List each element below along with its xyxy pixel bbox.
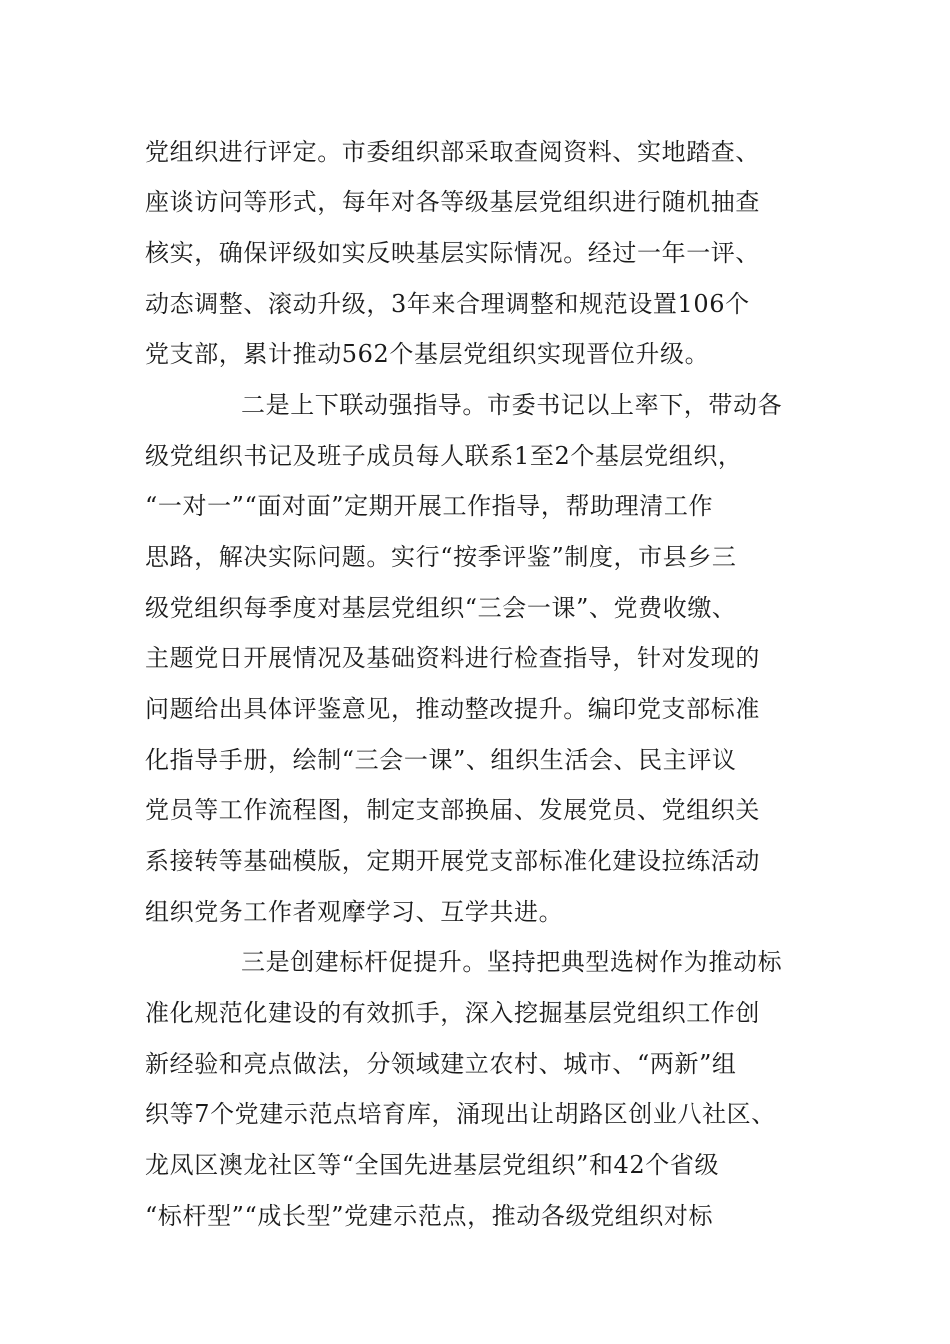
text-line-9: 思路，解决实际问题。实行“按季评鉴”制度，市县乡三: [145, 543, 737, 571]
text-line-16: 组织党务工作者观摩学习、互学共进。: [145, 898, 564, 926]
text-line-18: 准化规范化建设的有效抓手，深入挖掘基层党组织工作创: [145, 999, 760, 1027]
paragraph-3-heading-line: 三是创建标杆促提升。坚持把典型选树作为推动标: [241, 948, 783, 976]
text-line-12: 问题给出具体评鉴意见，推动整改提升。编印党支部标准: [145, 695, 760, 723]
text-line-20: 织等7个党建示范点培育库，涌现出让胡路区创业八社区、: [145, 1100, 776, 1128]
text-line-21: 龙凤区澳龙社区等“全国先进基层党组织”和42个省级: [145, 1151, 720, 1179]
text-line-4: 动态调整、滚动升级，3年来合理调整和规范设置106个: [145, 290, 750, 318]
text-line-10: 级党组织每季度对基层党组织“三会一课”、党费收缴、: [145, 594, 737, 622]
text-line-14: 党员等工作流程图，制定支部换届、发展党员、党组织关: [145, 796, 760, 824]
text-line-22: “标杆型”“成长型”党建示范点，推动各级党组织对标: [145, 1202, 714, 1230]
paragraph-2-heading-line: 二是上下联动强指导。市委书记以上率下，带动各: [241, 391, 783, 419]
text-line-7: 级党组织书记及班子成员每人联系1至2个基层党组织，: [145, 442, 743, 470]
text-line-1: 党组织进行评定。市委组织部采取查阅资料、实地踏查、: [145, 138, 760, 166]
text-line-8: “一对一”“面对面”定期开展工作指导，帮助理清工作: [145, 492, 714, 520]
text-line-13: 化指导手册，绘制“三会一课”、组织生活会、民主评议: [145, 746, 737, 774]
text-line-11: 主题党日开展情况及基础资料进行检查指导，针对发现的: [145, 644, 760, 672]
text-line-3: 核实，确保评级如实反映基层实际情况。经过一年一评、: [145, 239, 760, 267]
text-line-15: 系接转等基础模版，定期开展党支部标准化建设拉练活动: [145, 847, 760, 875]
text-line-19: 新经验和亮点做法，分领域建立农村、城市、“两新”组: [145, 1050, 737, 1078]
text-line-5: 党支部，累计推动562个基层党组织实现晋位升级。: [145, 340, 710, 368]
text-line-2: 座谈访问等形式，每年对各等级基层党组织进行随机抽查: [145, 188, 760, 216]
